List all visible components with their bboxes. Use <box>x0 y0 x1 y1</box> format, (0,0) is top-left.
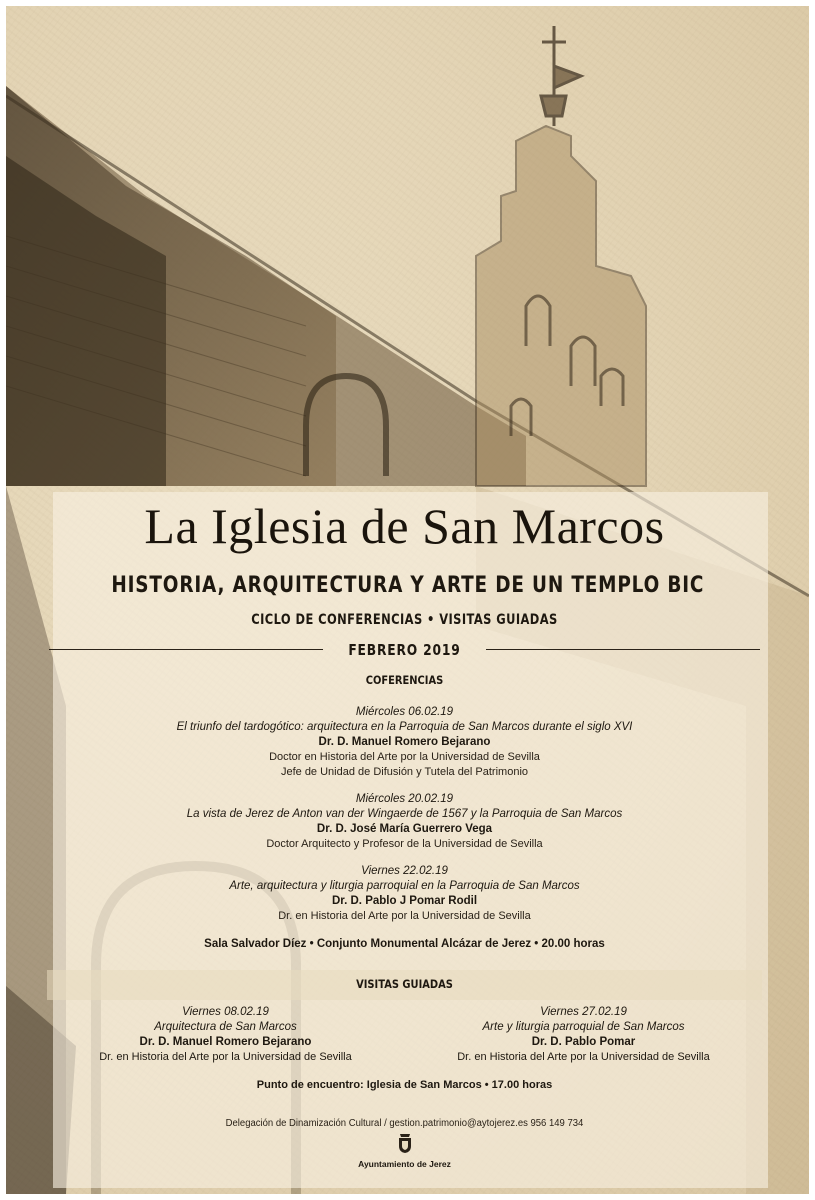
coat-of-arms-icon <box>397 1132 413 1154</box>
visit-2-date: Viernes 27.02.19 <box>540 1006 627 1018</box>
conference-3-date: Viernes 22.02.19 <box>361 865 448 877</box>
conference-3-topic: Arte, arquitectura y liturgia parroquial en la Parroquia de San Marcos <box>229 880 580 892</box>
conference-1-speaker: Dr. D. Manuel Romero Bejarano <box>318 736 491 748</box>
visit-1-date: Viernes 08.02.19 <box>182 1006 269 1018</box>
venue: Sala Salvador Díez • Conjunto Monumental Alcázar de Jerez • 20.00 horas <box>204 938 605 950</box>
month-label: FEBRERO 2019 <box>348 641 461 659</box>
conference-2-date: Miércoles 20.02.19 <box>355 793 454 805</box>
conference-3-bio-1: Dr. en Historia del Arte por la Universidad de Sevilla <box>278 910 531 922</box>
visit-2-topic: Arte y liturgia parroquial de San Marcos <box>482 1021 685 1033</box>
conference-2-bio-1: Doctor Arquitecto y Profesor de la Universidad de Sevilla <box>266 838 543 850</box>
visit-2-bio: Dr. en Historia del Arte por la Universidad de Sevilla <box>457 1051 710 1063</box>
meeting-point: Punto de encuentro: Iglesia de San Marcos • 17.00 horas <box>256 1079 553 1091</box>
conference-1-bio-2: Jefe de Unidad de Difusión y Tutela del Patrimonio <box>280 766 529 778</box>
organization-name: Ayuntamiento de Jerez <box>358 1159 451 1169</box>
conferences-heading: COFERENCIAS <box>365 673 444 687</box>
conference-3-speaker: Dr. D. Pablo J Pomar Rodil <box>331 895 478 907</box>
month-row <box>47 638 762 662</box>
visit-1-speaker: Dr. D. Manuel Romero Bejarano <box>139 1036 312 1048</box>
cycle-label: CICLO DE CONFERENCIAS • VISITAS GUIADAS <box>251 612 558 628</box>
conference-1-bio-1: Doctor en Historia del Arte por la Universidad de Sevilla <box>269 751 540 763</box>
conference-1-topic: El triunfo del tardogótico: arquitectura en la Parroquia de San Marcos durante el siglo XVI <box>176 721 633 733</box>
conference-2-speaker: Dr. D. José María Guerrero Vega <box>316 823 493 835</box>
conference-2-topic: La vista de Jerez de Anton van der Wingaerde de 1567 y la Parroquia de San Marcos <box>186 808 623 820</box>
page-title: La Iglesia de San Marcos <box>144 498 665 554</box>
visit-2-speaker: Dr. D. Pablo Pomar <box>531 1036 636 1048</box>
conference-1-date: Miércoles 06.02.19 <box>355 706 454 718</box>
visits-heading: VISITAS GUIADAS <box>356 977 453 991</box>
visit-1-bio: Dr. en Historia del Arte por la Universidad de Sevilla <box>99 1051 352 1063</box>
subtitle: HISTORIA, ARQUITECTURA Y ARTE DE UN TEMPLO BIC <box>111 572 705 598</box>
contact-line: Delegación de Dinamización Cultural / gestion.patrimonio@aytojerez.es 956 149 734 <box>225 1118 584 1129</box>
visit-1-topic: Arquitectura de San Marcos <box>154 1021 297 1033</box>
